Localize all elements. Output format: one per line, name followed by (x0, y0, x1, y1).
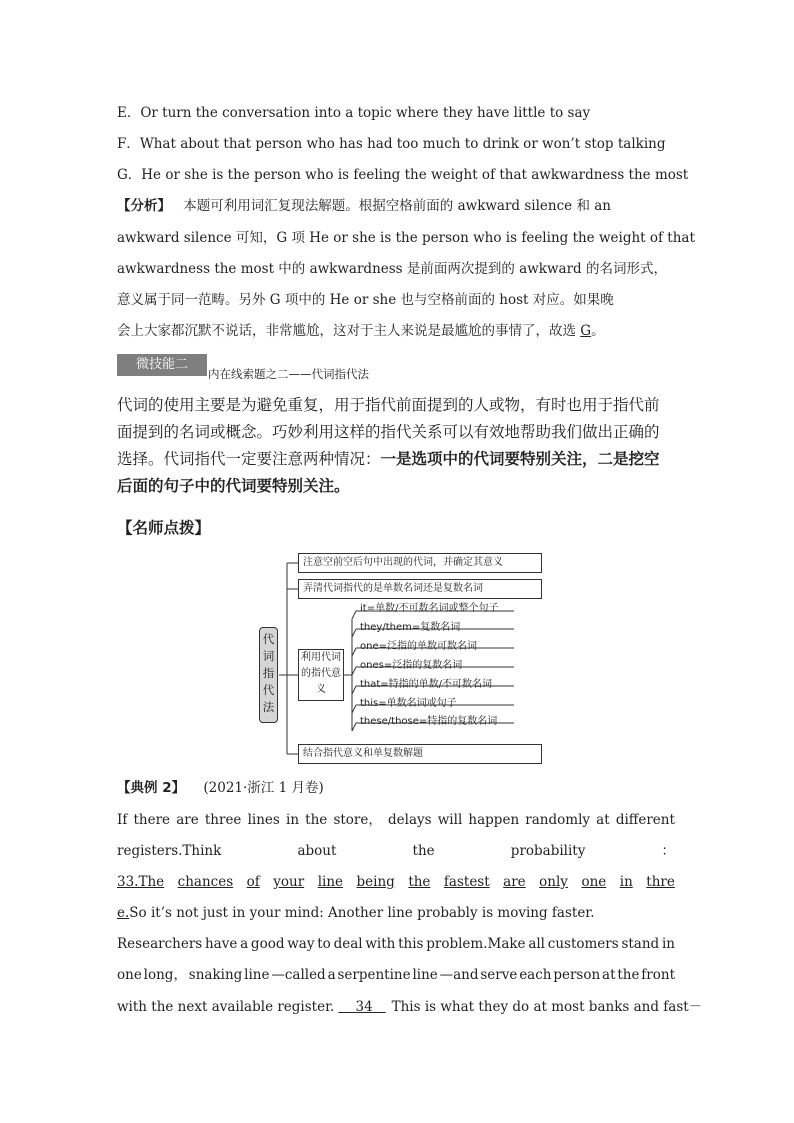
word: 33.The (117, 874, 165, 890)
word: one (117, 967, 142, 983)
word: each (519, 967, 552, 983)
analysis-line-4: 意义属于同一范畴。另外 G 项中的 He or she 也与空格前面的 host 对应。如果晚 (117, 292, 614, 308)
example-p1-line-1 (117, 811, 675, 829)
example-p1-line-4-text: So it’s not just in your mind: Another line probably is moving faster. (129, 905, 595, 921)
mindmap-mid: 利用代词的指代意义 (298, 649, 344, 701)
word: —and (439, 967, 479, 983)
mindmap-sub-4: ones=泛指的复数名词 (360, 660, 463, 671)
word: your (273, 874, 305, 890)
example-source: (2021·浙江 1 月卷) (203, 780, 324, 796)
example-p1-line-3 (117, 873, 675, 891)
word: store， (333, 812, 382, 828)
intro-line-3b: 一是选项中的代词要特别关注，二是挖空 (380, 450, 660, 468)
word: at (602, 967, 616, 983)
example-p2-line-1 (117, 935, 675, 953)
word: registers.Think (117, 843, 222, 859)
mindmap-top-1: 注意空前空后句中出现的代词，并确定其意义 (298, 553, 542, 573)
word: one (581, 874, 607, 890)
word: with (365, 936, 396, 952)
analysis-label: 【分析】 (117, 198, 171, 214)
section-title: 内在线索题之二——代词指代法 (208, 367, 369, 381)
analysis-end: 。 (591, 323, 605, 339)
example-label: 【典例 2】 (117, 780, 186, 796)
word: way (287, 936, 315, 952)
option-g: G．He or she is the person who is feeling the weight of that awkwardness the most (117, 167, 689, 183)
word: are (176, 812, 199, 828)
word: person (553, 967, 601, 983)
intro-line-2: 面提到的名词或概念。巧妙利用这样的指代关系可以有效地帮助我们做出正确的 (117, 423, 660, 441)
word: chances (177, 874, 234, 890)
example-p2-line-3 (117, 998, 702, 1016)
word: snaking (188, 967, 243, 983)
word: front (641, 967, 675, 983)
example-p1-line-4 (117, 904, 595, 922)
word: fastest (443, 874, 490, 890)
section-badge: 微技能二 (117, 354, 207, 376)
word: line (412, 967, 438, 983)
tip-heading: 【名师点拨】 (117, 519, 211, 537)
word: in (619, 874, 633, 890)
mindmap-sub-5: that=特指的单数/不可数名词 (360, 679, 493, 690)
example-p2-line-3-pre: with the next available register. (117, 999, 335, 1015)
intro-line-3a: 选择。代词指代一定要注意两种情况： (117, 450, 381, 468)
blank-34 (338, 999, 385, 1015)
underlined-fragment: e. (117, 905, 130, 921)
word: about (297, 843, 337, 859)
mindmap-bottom: 结合指代意义和单复数解题 (298, 744, 542, 764)
analysis-text-5: 会上大家都沉默不说话，非常尴尬，这对于主人来说是最尴尬的事情了，故选 (117, 323, 581, 339)
word: this (398, 936, 424, 952)
word: a (240, 936, 249, 952)
mindmap-sub-1: it=单数/不可数名词或整个句子 (360, 603, 499, 614)
word: to (317, 936, 331, 952)
word: customers (547, 936, 619, 952)
word: stand (621, 936, 660, 952)
example-p2-line-3-post: This is what they do at most banks and fast－ (391, 999, 703, 1015)
example-p2-line-2 (117, 966, 675, 984)
word: in (286, 812, 300, 828)
word: serpentine (337, 967, 411, 983)
option-f: F．What about that person who has had too much to drink or won’t stop talking (117, 136, 666, 152)
word: the (305, 812, 328, 828)
word: probability (510, 843, 586, 859)
mindmap-sub-7: these/those=特指的复数名词 (360, 716, 498, 727)
mindmap-sub-2: they/them=复数名词 (360, 622, 461, 633)
intro-line-4: 后面的句子中的代词要特别关注。 (117, 477, 350, 495)
analysis-line-2: awkward silence 可知，G 项 He or she is the person who is feeling the weight of that (117, 230, 695, 246)
word: of (246, 874, 260, 890)
word: the (408, 874, 431, 890)
word: Researchers (117, 936, 203, 952)
word: there (133, 812, 171, 828)
word: have (204, 936, 238, 952)
mindmap-root: 代词指代法 (259, 627, 278, 723)
word: at (596, 812, 610, 828)
mindmap-sub-6: this=单数名词或句子 (360, 698, 457, 709)
word: delays (388, 812, 432, 828)
mindmap-sub-3: one=泛指的单数可数名词 (360, 641, 477, 652)
analysis-line-3: awkwardness the most 中的 awkwardness 是前面两次提到的 awkward 的名词形式， (117, 261, 667, 277)
word: are (503, 874, 526, 890)
word: all (528, 936, 545, 952)
example-heading (117, 779, 324, 797)
word: —called (271, 967, 326, 983)
word: three (204, 812, 242, 828)
word: deal (333, 936, 363, 952)
word: only (539, 874, 568, 890)
word: ： (661, 843, 675, 859)
option-e: E．Or turn the conversation into a topic where they have little to say (117, 105, 591, 121)
word: long， (143, 967, 187, 983)
word: will (437, 812, 463, 828)
word: being (356, 874, 395, 890)
mindmap-top-2: 弄清代词指代的是单数名词还是复数名词 (298, 579, 542, 599)
word: different (615, 812, 675, 828)
word: serve (480, 967, 518, 983)
word: line (317, 874, 344, 890)
word: happen (468, 812, 520, 828)
word: in (661, 936, 675, 952)
word: a (327, 967, 336, 983)
word: randomly (525, 812, 591, 828)
word: the (412, 843, 435, 859)
example-p1-line-2 (117, 842, 675, 860)
word: If (117, 812, 128, 828)
word: problem.Make (426, 936, 526, 952)
intro-line-1: 代词的使用主要是为避免重复，用于指代前面提到的人或物，有时也用于指代前 (117, 396, 660, 414)
word: the (617, 967, 640, 983)
word: line (244, 967, 270, 983)
blank-number: 34 (355, 999, 373, 1015)
word: good (250, 936, 285, 952)
analysis-text-1: 本题可利用词汇复现法解题。根据空格前面的 awkward silence 和 an (183, 198, 611, 214)
word: lines (247, 812, 280, 828)
analysis-answer: G (580, 323, 592, 339)
word: thre (646, 874, 675, 890)
